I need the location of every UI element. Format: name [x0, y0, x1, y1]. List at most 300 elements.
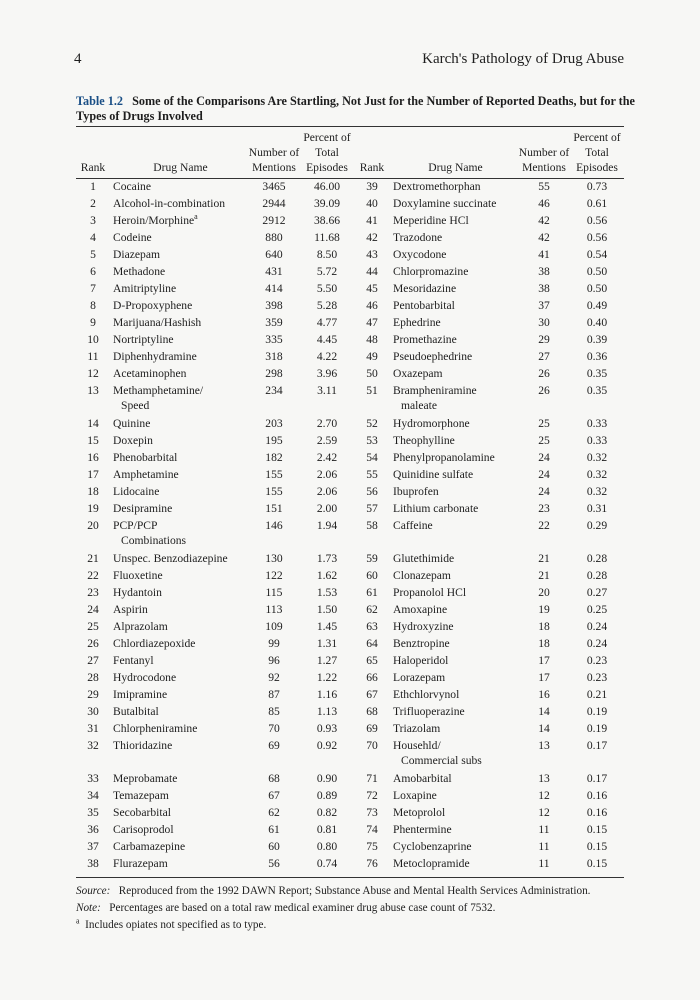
rank-cell: 69: [366, 722, 378, 735]
percent-cell: 38.66: [313, 214, 341, 227]
rank-cell: 59: [366, 552, 378, 565]
drug-name: Theophylline: [393, 434, 455, 447]
percent-cell: 0.17: [586, 772, 608, 785]
drug-name-cell: [110, 467, 248, 484]
drug-name-cell: [110, 788, 248, 805]
drug-name-cell: [390, 704, 518, 721]
drug-name-cell: [390, 551, 518, 568]
percent-cell: 5.50: [316, 282, 338, 295]
drug-name-cell: [110, 518, 248, 551]
drug-name-cell: [110, 247, 248, 264]
rank-cell: 8: [90, 299, 96, 312]
rank-cell: 19: [87, 502, 99, 515]
rank-cell: 20: [87, 519, 99, 532]
rank-cell: 40: [366, 197, 378, 210]
percent-cell: 8.50: [316, 248, 338, 261]
rank-cell: 50: [366, 367, 378, 380]
table-row: [76, 839, 624, 856]
percent-cell: 0.40: [586, 316, 608, 329]
drug-name-cell: [390, 315, 518, 332]
drug-name-cell: [390, 721, 518, 738]
drug-name-cell: [110, 315, 248, 332]
mentions-cell: 2944: [262, 197, 286, 210]
rank-cell: 42: [366, 231, 378, 244]
table-row: [76, 298, 624, 315]
mentions-cell: 19: [538, 603, 550, 616]
drug-name-cell: [390, 636, 518, 653]
mentions-cell: 24: [538, 468, 550, 481]
drug-name-cell: [110, 450, 248, 467]
drug-name: Phenylpropanolamine: [393, 451, 495, 464]
percent-cell: 5.72: [316, 265, 338, 278]
drug-name-cell: [110, 771, 248, 788]
drug-name: Temazepam: [113, 789, 169, 802]
drug-name: Triazolam: [393, 722, 441, 735]
percent-cell: 4.45: [316, 333, 338, 346]
mentions-cell: 67: [268, 789, 280, 802]
rank-cell: 9: [90, 316, 96, 329]
percent-cell: 2.06: [316, 485, 338, 498]
rank-cell: 1: [90, 180, 96, 193]
mentions-cell: 203: [265, 417, 283, 430]
mentions-cell: 12: [538, 806, 550, 819]
mentions-cell: 96: [268, 654, 280, 667]
rank-cell: 73: [366, 806, 378, 819]
rank-cell: 46: [366, 299, 378, 312]
mentions-cell: 195: [265, 434, 283, 447]
percent-cell: 0.32: [586, 485, 608, 498]
mentions-cell: 26: [538, 384, 550, 397]
drug-name-cell: [110, 298, 248, 315]
percent-cell: 0.35: [586, 367, 608, 380]
mentions-cell: 11: [538, 840, 550, 853]
drug-name-cell: [110, 721, 248, 738]
rank-cell: 27: [87, 654, 99, 667]
rank-cell: 18: [87, 485, 99, 498]
drug-name: Aspirin: [113, 603, 148, 616]
rank-cell: 31: [87, 722, 99, 735]
drug-name-cell: [110, 196, 248, 213]
table-row: [76, 196, 624, 213]
header-drug-name: Drug Name: [428, 161, 483, 174]
mentions-cell: 155: [265, 468, 283, 481]
drug-name: Butalbital: [113, 705, 159, 718]
table-row: [76, 636, 624, 653]
rank-cell: 22: [87, 569, 99, 582]
drug-name-continuation: Speed: [121, 399, 150, 412]
percent-cell: 1.50: [316, 603, 338, 616]
drug-name-cell: [390, 247, 518, 264]
rank-cell: 76: [366, 857, 378, 870]
rank-cell: 14: [87, 417, 99, 430]
drug-name: Chlordiazepoxide: [113, 637, 196, 650]
drug-name-cell: [110, 653, 248, 670]
rank-cell: 67: [366, 688, 378, 701]
running-head: Karch's Pathology of Drug Abuse: [422, 51, 624, 67]
mentions-cell: 92: [268, 671, 280, 684]
drug-name: Promethazine: [393, 333, 457, 346]
drug-name: Unspec. Benzodiazepine: [113, 552, 228, 565]
drug-name: Diazepam: [113, 248, 160, 261]
drug-name-continuation: maleate: [401, 399, 438, 412]
drug-name: Hydroxyzine: [393, 620, 454, 633]
table-row: [76, 484, 624, 501]
drug-name-cell: [390, 602, 518, 619]
header-percent: Percent of Total Episodes: [303, 131, 351, 174]
rank-cell: 39: [366, 180, 378, 193]
percent-cell: 1.62: [316, 569, 338, 582]
table-row: [76, 687, 624, 704]
rank-cell: 30: [87, 705, 99, 718]
table-row: [76, 281, 624, 298]
percent-cell: 2.70: [316, 417, 338, 430]
table-row: [76, 856, 624, 873]
rank-cell: 45: [366, 282, 378, 295]
drug-name-cell: [390, 213, 518, 230]
rank-cell: 61: [366, 586, 378, 599]
table-row: [76, 501, 624, 518]
drug-name: Caffeine: [393, 519, 433, 532]
table-bottom-rule: [76, 877, 624, 878]
percent-cell: 0.80: [316, 840, 338, 853]
drug-name: Chlorpheniramine: [113, 722, 198, 735]
percent-cell: 0.50: [586, 282, 608, 295]
drug-name: Dextromethorphan: [393, 180, 481, 193]
percent-cell: 0.15: [586, 857, 608, 870]
mentions-cell: 37: [538, 299, 550, 312]
percent-cell: 4.22: [316, 350, 338, 363]
drug-name-cell: [110, 349, 248, 366]
drug-name-cell: [110, 383, 248, 416]
header-percent: Percent of Total Episodes: [573, 131, 621, 174]
mentions-cell: 61: [268, 823, 280, 836]
mentions-cell: 14: [538, 722, 550, 735]
drug-name-cell: [110, 738, 248, 771]
drug-name: Lithium carbonate: [393, 502, 479, 515]
percent-cell: 1.22: [316, 671, 338, 684]
table-row: [76, 264, 624, 281]
mentions-cell: 55: [538, 180, 550, 193]
drug-name: Fluoxetine: [113, 569, 163, 582]
drug-name: Methamphetamine/: [113, 384, 204, 397]
table-row: [76, 349, 624, 366]
table-row: [76, 366, 624, 383]
drug-name-cell: [390, 332, 518, 349]
drug-name-cell: [390, 366, 518, 383]
table-notes: [76, 883, 636, 934]
percent-cell: 0.82: [316, 806, 338, 819]
mentions-cell: 11: [538, 823, 550, 836]
table-title: Some of the Comparisons Are Startling, Not Just for the Number of Reported Deaths, but for the Types of Drugs Involved: [76, 94, 635, 123]
rank-cell: 12: [87, 367, 99, 380]
table-row: [76, 383, 624, 416]
drug-name-cell: [390, 230, 518, 247]
drug-name-cell: [110, 179, 248, 197]
table-row: [76, 247, 624, 264]
rank-cell: 25: [87, 620, 99, 633]
header-mentions: Number of Mentions: [518, 146, 570, 174]
mentions-cell: 122: [265, 569, 283, 582]
rank-cell: 54: [366, 451, 378, 464]
drug-name: Trifluoperazine: [393, 705, 465, 718]
drug-name: Hydrocodone: [113, 671, 177, 684]
mentions-cell: 24: [538, 485, 550, 498]
percent-cell: 0.24: [586, 620, 608, 633]
percent-cell: 0.16: [586, 806, 608, 819]
percent-cell: 0.15: [586, 840, 608, 853]
mentions-cell: 16: [538, 688, 550, 701]
rank-cell: 72: [366, 789, 378, 802]
drug-name-cell: [390, 788, 518, 805]
drug-name: Oxycodone: [393, 248, 447, 261]
mentions-cell: 146: [265, 519, 283, 532]
table-body: [76, 179, 624, 874]
percent-cell: 0.19: [586, 705, 608, 718]
table-row: [76, 416, 624, 433]
mentions-cell: 640: [265, 248, 283, 261]
source-note: Source: Reproduced from the 1992 DAWN Report; Substance Abuse and Mental Health Services Administration.: [76, 885, 591, 897]
mentions-cell: 26: [538, 367, 550, 380]
rank-cell: 75: [366, 840, 378, 853]
mentions-cell: 398: [265, 299, 283, 312]
drug-name: Quinine: [113, 417, 151, 430]
mentions-cell: 24: [538, 451, 550, 464]
table-row: [76, 788, 624, 805]
rank-cell: 66: [366, 671, 378, 684]
percent-cell: 5.28: [316, 299, 338, 312]
drug-name: Flurazepam: [113, 857, 168, 870]
rank-cell: 38: [87, 857, 99, 870]
drug-name: Pseudoephedrine: [393, 350, 473, 363]
percent-cell: 1.16: [316, 688, 338, 701]
mentions-cell: 431: [265, 265, 283, 278]
percent-cell: 0.28: [586, 552, 608, 565]
mentions-cell: 42: [538, 214, 550, 227]
rank-cell: 17: [87, 468, 99, 481]
rank-cell: 60: [366, 569, 378, 582]
drug-name: Meperidine HCl: [393, 214, 469, 227]
drug-name-cell: [110, 281, 248, 298]
percent-cell: 2.59: [316, 434, 338, 447]
table-row: [76, 467, 624, 484]
drug-name-cell: [110, 230, 248, 247]
percent-cell: 0.49: [586, 299, 608, 312]
mentions-cell: 11: [538, 857, 550, 870]
drug-name: Trazodone: [393, 231, 443, 244]
percent-cell: 0.89: [316, 789, 338, 802]
rank-cell: 47: [366, 316, 378, 329]
table-row: [76, 602, 624, 619]
percent-cell: 0.16: [586, 789, 608, 802]
drug-name-cell: [110, 805, 248, 822]
drug-name-cell: [110, 416, 248, 433]
percent-cell: 0.19: [586, 722, 608, 735]
mentions-cell: 130: [265, 552, 283, 565]
drug-name: Amphetamine: [113, 468, 179, 481]
mentions-cell: 85: [268, 705, 280, 718]
percent-cell: 0.32: [586, 451, 608, 464]
drug-name: Amobarbital: [393, 772, 452, 785]
drug-name-cell: [110, 636, 248, 653]
drug-name-cell: [390, 349, 518, 366]
rank-cell: 13: [87, 384, 99, 397]
drug-name: Codeine: [113, 231, 152, 244]
table-row: [76, 822, 624, 839]
table-row: [76, 704, 624, 721]
percent-cell: 0.50: [586, 265, 608, 278]
percent-cell: 11.68: [314, 231, 340, 244]
mentions-cell: 3465: [262, 180, 286, 193]
rank-cell: 10: [87, 333, 99, 346]
drug-name-cell: [390, 501, 518, 518]
percent-cell: 0.81: [316, 823, 338, 836]
mentions-cell: 41: [538, 248, 550, 261]
mentions-cell: 21: [538, 552, 550, 565]
drug-name-cell: [390, 298, 518, 315]
mentions-cell: 414: [265, 282, 283, 295]
rank-cell: 58: [366, 519, 378, 532]
rank-cell: 57: [366, 502, 378, 515]
rank-cell: 32: [87, 739, 99, 752]
drug-name: Alcohol-in-combination: [113, 197, 226, 210]
drug-name: Chlorpromazine: [393, 265, 469, 278]
rank-cell: 62: [366, 603, 378, 616]
drug-name: Ephedrine: [393, 316, 441, 329]
rank-cell: 24: [87, 603, 99, 616]
mentions-cell: 115: [265, 586, 283, 599]
header-rank: Rank: [359, 161, 385, 174]
rank-cell: 33: [87, 772, 99, 785]
percent-cell: 0.24: [586, 637, 608, 650]
percent-cell: 0.93: [316, 722, 338, 735]
drug-name: Propanolol HCl: [393, 586, 467, 599]
mentions-cell: 62: [268, 806, 280, 819]
drug-name: Phenobarbital: [113, 451, 178, 464]
drug-name: Doxepin: [113, 434, 153, 447]
mentions-cell: 14: [538, 705, 550, 718]
table-row: [76, 721, 624, 738]
drug-name-cell: [390, 383, 518, 416]
rank-cell: 65: [366, 654, 378, 667]
rank-cell: 3: [90, 214, 96, 227]
percent-cell: 0.61: [586, 197, 608, 210]
drug-name-cell: [110, 366, 248, 383]
mentions-cell: 335: [265, 333, 283, 346]
rank-cell: 37: [87, 840, 99, 853]
percent-cell: 0.23: [586, 654, 608, 667]
drug-name-cell: [390, 264, 518, 281]
mentions-cell: 17: [538, 671, 550, 684]
table-row: [76, 230, 624, 247]
percent-cell: 0.74: [316, 857, 338, 870]
mentions-cell: 298: [265, 367, 283, 380]
drug-name: Cyclobenzaprine: [393, 840, 472, 853]
table-caption: [76, 94, 636, 124]
drug-name-cell: [110, 704, 248, 721]
table-row: [76, 805, 624, 822]
rank-cell: 41: [366, 214, 378, 227]
percent-cell: 1.53: [316, 586, 338, 599]
mentions-cell: 20: [538, 586, 550, 599]
mentions-cell: 2912: [262, 214, 286, 227]
rank-cell: 36: [87, 823, 99, 836]
drug-name: Pentobarbital: [393, 299, 455, 312]
drug-name-cell: [390, 179, 518, 197]
drug-name-cell: [110, 484, 248, 501]
percent-cell: 46.00: [313, 180, 341, 193]
drug-name-continuation: Commercial subs: [401, 754, 482, 767]
drug-name: Loxapine: [393, 789, 437, 802]
mentions-cell: 46: [538, 197, 550, 210]
drug-name: Acetaminophen: [113, 367, 187, 380]
drug-name: Marijuana/Hashish: [113, 316, 202, 329]
drug-name: Lorazepam: [393, 671, 446, 684]
drug-name: Mesoridazine: [393, 282, 457, 295]
percent-cell: 0.32: [586, 468, 608, 481]
percent-cell: 0.39: [586, 333, 608, 346]
mentions-cell: 359: [265, 316, 283, 329]
drug-name-cell: [390, 771, 518, 788]
rank-cell: 70: [366, 739, 378, 752]
percent-cell: 0.73: [586, 180, 608, 193]
table-row: [76, 433, 624, 450]
drug-name-cell: [390, 416, 518, 433]
percent-cell: 0.15: [586, 823, 608, 836]
rank-cell: 63: [366, 620, 378, 633]
mentions-cell: 318: [265, 350, 283, 363]
drug-name-cell: [390, 653, 518, 670]
drug-name-cell: [390, 619, 518, 636]
drug-name-cell: [110, 856, 248, 873]
drug-name-cell: [390, 839, 518, 856]
mentions-cell: 155: [265, 485, 283, 498]
drug-name-cell: [390, 196, 518, 213]
drug-name-cell: [110, 568, 248, 585]
drug-name-cell: [390, 568, 518, 585]
header-mentions: Number of Mentions: [248, 146, 300, 174]
mentions-cell: 18: [538, 637, 550, 650]
drug-name: Amoxapine: [393, 603, 448, 616]
rank-cell: 74: [366, 823, 378, 836]
drug-name: Glutethimide: [393, 552, 455, 565]
drug-name: Quinidine sulfate: [393, 468, 474, 481]
drug-name-continuation: Combinations: [121, 534, 187, 547]
drug-name-cell: [390, 805, 518, 822]
percent-cell: 1.13: [316, 705, 338, 718]
table-row: [76, 568, 624, 585]
drug-name-cell: [390, 670, 518, 687]
percent-cell: 0.36: [586, 350, 608, 363]
table-header-row: [76, 128, 624, 179]
drug-name: D-Propoxyphene: [113, 299, 193, 312]
drug-name: Carbamazepine: [113, 840, 186, 853]
mentions-cell: 38: [538, 282, 550, 295]
drug-name: Heroin/Morphine: [113, 214, 195, 227]
drug-name-cell: [390, 822, 518, 839]
drug-name: Methadone: [113, 265, 166, 278]
drug-name: Househld/: [393, 739, 441, 752]
drug-name-cell: [390, 467, 518, 484]
drug-name-cell: [110, 822, 248, 839]
drug-name: Haloperidol: [393, 654, 449, 667]
table-row: [76, 738, 624, 771]
rank-cell: 56: [366, 485, 378, 498]
mentions-cell: 60: [268, 840, 280, 853]
rank-cell: 16: [87, 451, 99, 464]
table-row: [76, 619, 624, 636]
drug-name-cell: [110, 551, 248, 568]
table-row: [76, 653, 624, 670]
